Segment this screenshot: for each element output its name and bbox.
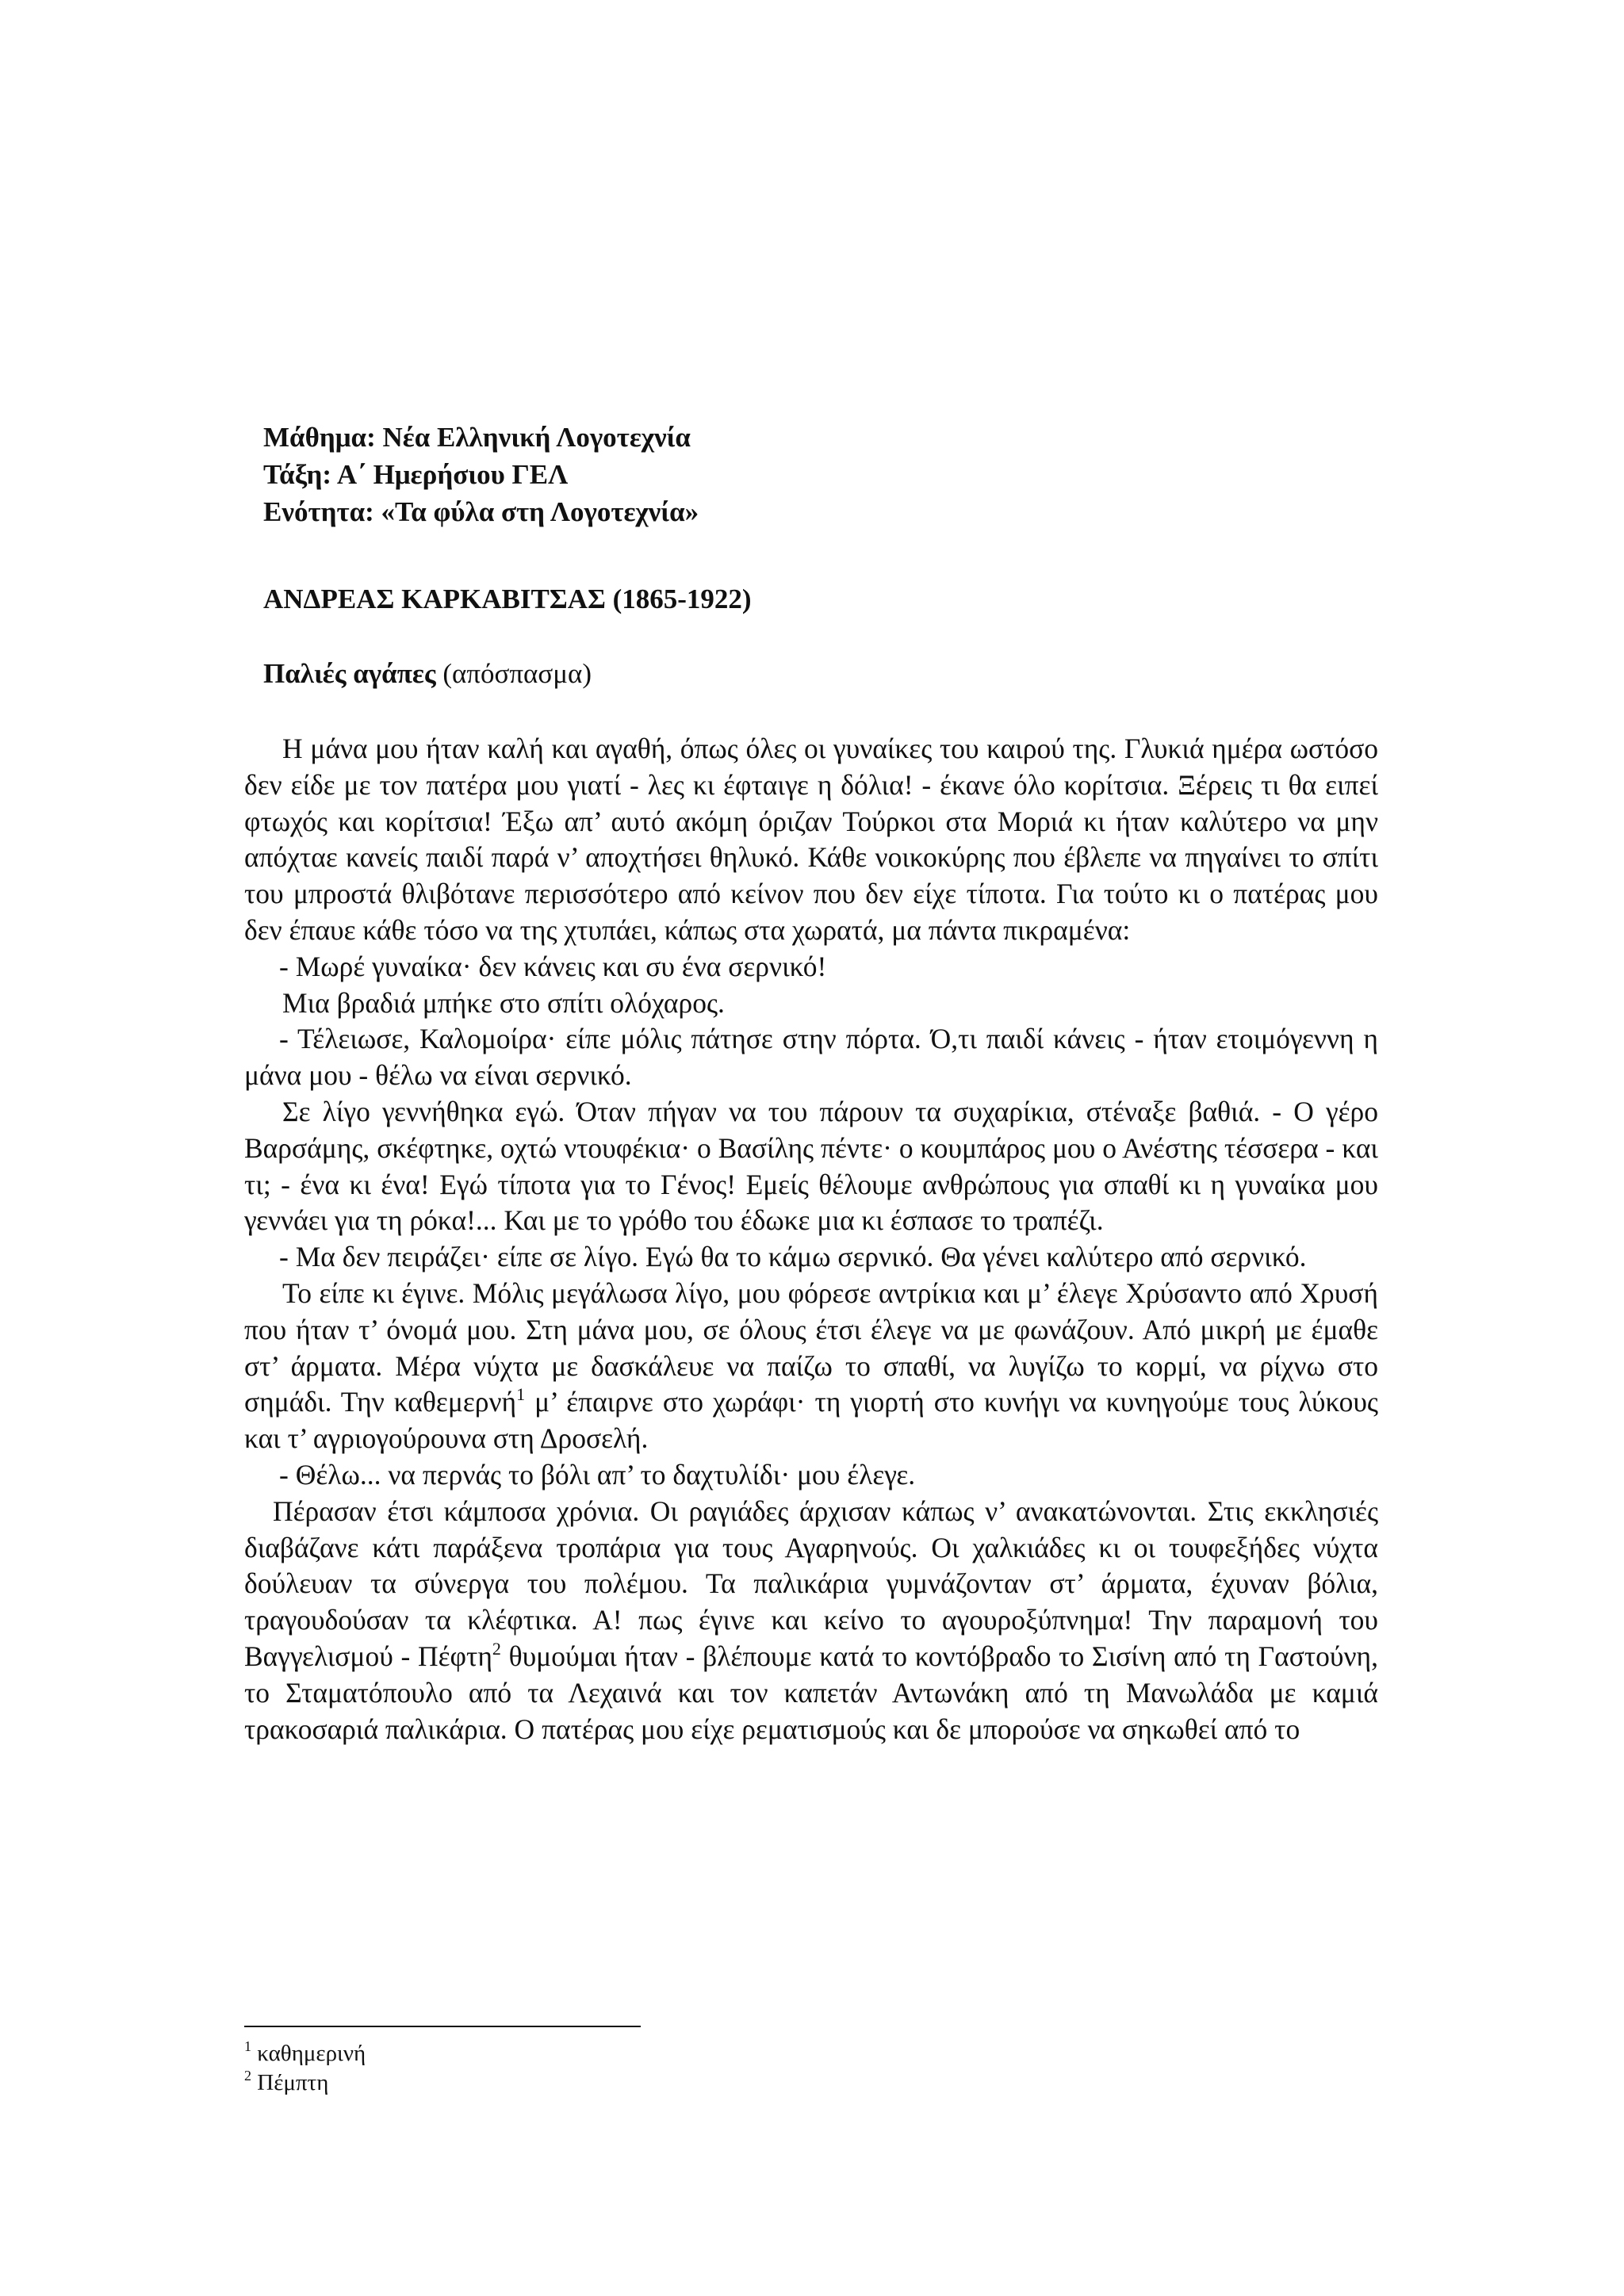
work-title xyxy=(263,658,592,690)
paragraph-7-part-b: μ’ έπαιρνε στο χωράφι· τη γιορτή στο κυνήγι να κυνηγούμε τους λύκους και τ’ αγριογούρουνα στη Δροσελή. xyxy=(244,1386,1378,1455)
document-header xyxy=(263,419,699,530)
footnote-ref-2[interactable]: 2 xyxy=(492,1638,501,1659)
footnote-ref-1[interactable]: 1 xyxy=(516,1384,526,1405)
footnote-2-text: Πέμπτη xyxy=(251,2070,329,2095)
unit-line: Ενότητα: «Τα φύλα στη Λογοτεχνία» xyxy=(263,496,699,527)
paragraph-2: - Μωρέ γυναίκα· δεν κάνεις και συ ένα σερνικό! xyxy=(279,950,827,982)
paragraph-1: Η μάνα μου ήταν καλή και αγαθή, όπως όλες οι γυναίκες του καιρού της. Γλυκιά ημέρα ωστόσο δεν είδε με τον πατέρα μου γιατί - λες κι έφταιγε η δόλια! - έκανε όλο κορίτσια. Ξέρεις τι θα ειπεί φτωχός και κορίτσια! Έξω απ’ αυτό ακόμη όριζαν Τούρκοι στα Μοριά κι ήταν καλύτερο να μην απόχταε κανείς παιδί παρά ν’ αποχτήσει θηλυκό. Κάθε νοικοκύρης που έβλεπε να πηγαίνει το σπίτι του μπροστά θλιβότανε περισσότερο από κείνον που δεν είχε τίποτα. Για τούτο κι ο πατέρας μου δεν έπαυε κάθε τόσο να της χτυπάει, κάπως στα χωρατά, μα πάντα πικραμένα: xyxy=(244,733,1378,946)
paragraph-3: Μια βραδιά μπήκε στο σπίτι ολόχαρος. xyxy=(282,986,725,1019)
class-line: Τάξη: Α΄ Ημερήσιου ΓΕΛ xyxy=(263,459,569,490)
paragraph-7-part-a: Το είπε κι έγινε. Μόλις μεγάλωσα λίγο, μου φόρεσε αντρίκια και μ’ έλεγε Χρύσαντο από Χρυσή που ήταν τ’ όνομά μου. Στη μάνα μου, σε όλους έτσι έλεγε να με φωνάζουν. Από μικρή με έμαθε στ’ άρματα. Μέρα νύχτα με δασκάλευε να παίζω το σπαθί, να λυγίζω το κορμί, να ρίχνω στο σημάδι. Την καθεμερνή xyxy=(244,1276,1378,1418)
paragraph-9-part-b: θυμούμαι ήταν - βλέπουμε κατά το κοντόβραδο το Σισίνη από τη Γαστούνη, το Σταματόπουλο από τα Λεχαινά και τον καπετάν Αντωνάκη από τη Μανωλάδα με καμιά τρακοσαριά παλικάρια. Ο πατέρας μου είχε ρεματισμούς και δε μπορούσε να σηκωθεί από το xyxy=(244,1640,1378,1745)
footnote-1-text: καθημερινή xyxy=(251,2041,366,2066)
paragraph-9 xyxy=(244,1494,1378,1748)
paragraph-5: Σε λίγο γεννήθηκα εγώ. Όταν πήγαν να του πάρουν τα συχαρίκια, στέναξε βαθιά. - Ο γέρο Βαρσάμης, σκέφτηκε, οχτώ ντουφέκια· ο Βασίλης πέντε· ο κουμπάρος μου ο Ανέστης τέσσερα - και τι; - ένα κι ένα! Εγώ τίποτα για το Γένος! Εμείς θέλουμε ανθρώπους για σπαθί κι η γυναίκα μου γεννάει για τη ρόκα!... Και με το γρόθο του έδωκε μια κι έσπασε το τραπέζι. xyxy=(244,1095,1378,1237)
footnote-2 xyxy=(244,2068,366,2098)
footnote-1 xyxy=(244,2039,366,2068)
footnote-1-number: 1 xyxy=(244,2038,251,2054)
footnotes xyxy=(244,2039,366,2098)
paragraph-9-part-a: Πέρασαν έτσι κάμποσα χρόνια. Οι ραγιάδες άρχισαν κάπως ν’ ανακατώνονται. Στις εκκλησιές διαβάζανε κάτι παράξενα τροπάρια για τους Αγαρηνούς. Οι χαλκιάδες κι οι τουφεξήδες νύχτα δούλευαν τα σύνεργα του πολέμου. Τα παλικάρια γυμνάζονταν στ’ άρματα, έχυναν βόλια, τραγουδούσαν τα κλέφτικα. Α! πως έγινε και κείνο το αγουροξύπνημα! Την παραμονή του Βαγγελισμού - Πέφτη xyxy=(244,1494,1378,1672)
footnote-divider xyxy=(244,2026,641,2027)
work-title-text: Παλιές αγάπες xyxy=(263,658,436,689)
work-title-note: (απόσπασμα) xyxy=(435,658,592,689)
subject-line: Μάθημα: Νέα Ελληνική Λογοτεχνία xyxy=(263,422,691,453)
paragraph-7 xyxy=(244,1276,1378,1457)
footnote-2-number: 2 xyxy=(244,2068,251,2084)
author-heading: ΑΝΔΡΕΑΣ ΚΑΡΚΑΒΙΤΣΑΣ (1865-1922) xyxy=(263,584,752,614)
paragraph-4: - Τέλειωσε, Καλομοίρα· είπε μόλις πάτησε στην πόρτα. Ό,τι παιδί κάνεις - ήταν ετοιμόγεννη η μάνα μου - θέλω να είναι σερνικό. xyxy=(244,1023,1378,1092)
paragraph-6: - Μα δεν πειράζει· είπε σε λίγο. Εγώ θα το κάμω σερνικό. Θα γένει καλύτερο από σερνικό. xyxy=(279,1241,1307,1273)
body-text xyxy=(244,731,1378,1747)
paragraph-8: - Θέλω... να περνάς το βόλι απ’ το δαχτυλίδι· μου έλεγε. xyxy=(279,1458,916,1490)
